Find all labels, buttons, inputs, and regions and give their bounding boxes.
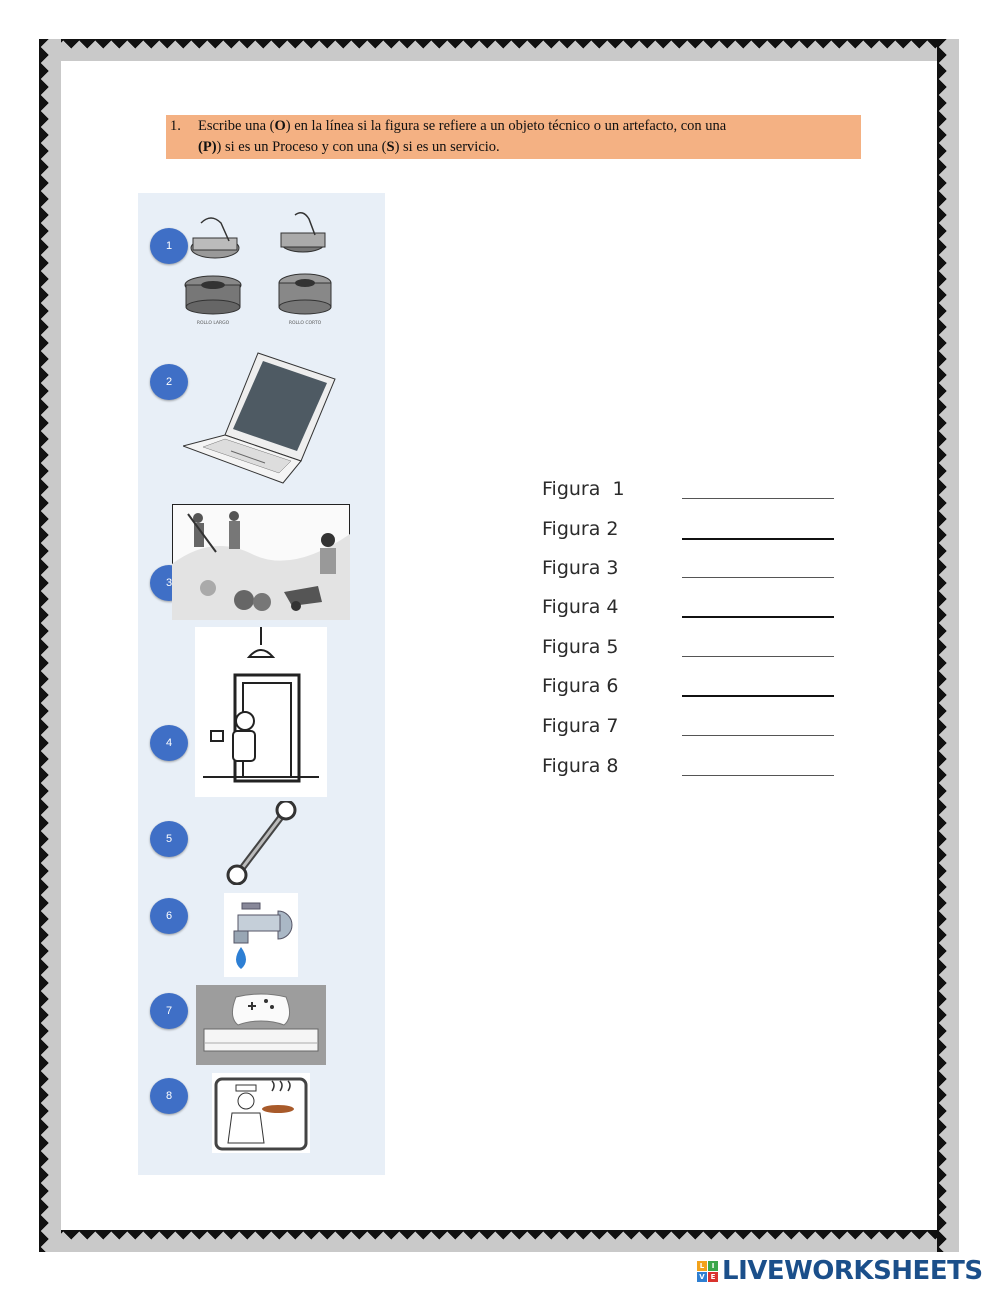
border-top xyxy=(39,39,959,61)
answer-label-8: Figura 8 xyxy=(542,755,619,777)
farmers-gardening-icon xyxy=(172,504,350,620)
instruction-letter-o: O xyxy=(274,118,286,134)
pottery-caption-left: ROLLO LARGO xyxy=(196,321,230,326)
answer-line-7[interactable] xyxy=(682,735,834,736)
instruction-letter-s: S xyxy=(386,139,395,155)
figure-badge-4: 4 xyxy=(150,725,188,761)
figure-badge-6: 6 xyxy=(150,898,188,934)
logo-text: LIVEWORKSHEETS xyxy=(722,1256,983,1286)
figure-badge-3: 3 xyxy=(150,565,188,601)
answer-line-6[interactable] xyxy=(682,695,834,697)
figure-badge-5: 5 xyxy=(150,821,188,857)
answer-row-2 xyxy=(542,518,842,548)
wrench-icon xyxy=(224,801,300,885)
answer-line-3[interactable] xyxy=(682,577,834,578)
instruction-line-2: (P)) si es un Proceso y con una (S) si es un servicio. xyxy=(198,139,500,155)
baker-oven-icon xyxy=(212,1073,310,1153)
figure-badge-7: 7 xyxy=(150,993,188,1029)
answer-line-2[interactable] xyxy=(682,538,834,540)
answer-line-8[interactable] xyxy=(682,775,834,776)
answer-row-8 xyxy=(542,755,842,785)
logo-letter: V xyxy=(697,1272,707,1282)
logo-mark-icon xyxy=(697,1261,718,1282)
liveworksheets-logo[interactable] xyxy=(697,1257,983,1285)
logo-letter: E xyxy=(708,1272,718,1282)
pottery-caption-right: ROLLO CORTO xyxy=(288,321,322,326)
answer-line-4[interactable] xyxy=(682,616,834,618)
laptop-icon xyxy=(183,351,338,486)
instruction-text: ) en la línea si la figura se refiere a un objeto técnico o un artefacto, con una xyxy=(285,118,727,134)
answer-row-6 xyxy=(542,675,842,705)
pottery-coiling-icon xyxy=(183,203,343,328)
answer-label-2: Figura 2 xyxy=(542,518,619,540)
instruction-line-1 xyxy=(198,116,855,137)
answer-label-6: Figura 6 xyxy=(542,675,619,697)
border-right xyxy=(937,39,959,1252)
game-console-icon xyxy=(196,985,326,1065)
answer-label-1: Figura 1 xyxy=(542,478,625,500)
instruction-number: 1. xyxy=(170,118,181,134)
logo-letter: L xyxy=(697,1261,707,1271)
answer-label-7: Figura 7 xyxy=(542,715,619,737)
border-bottom xyxy=(39,1230,959,1252)
figures-panel xyxy=(138,193,385,1175)
answer-row-7 xyxy=(542,715,842,745)
answer-row-5 xyxy=(542,636,842,666)
instruction-text: ) si es un servicio. xyxy=(394,139,500,155)
figure-badge-1: 1 xyxy=(150,228,188,264)
answer-row-4 xyxy=(542,596,842,626)
instruction-text: ) si es un Proceso y con una ( xyxy=(216,139,387,155)
instruction-text: Escribe una ( xyxy=(198,118,275,134)
answer-row-1 xyxy=(542,478,842,508)
answer-line-1[interactable] xyxy=(682,498,834,499)
figure-badge-8: 8 xyxy=(150,1078,188,1114)
figure-badge-2: 2 xyxy=(150,364,188,400)
answer-row-3 xyxy=(542,557,842,587)
logo-letter: I xyxy=(708,1261,718,1271)
instruction-letter-p: P xyxy=(202,139,212,155)
door-light-switch-icon xyxy=(195,627,327,797)
water-faucet-icon xyxy=(224,893,298,977)
answer-label-5: Figura 5 xyxy=(542,636,619,658)
answer-line-5[interactable] xyxy=(682,656,834,657)
answer-label-3: Figura 3 xyxy=(542,557,619,579)
instruction-text: ( xyxy=(198,139,203,155)
border-left xyxy=(39,39,61,1252)
instruction-box xyxy=(166,115,861,159)
answer-label-4: Figura 4 xyxy=(542,596,619,618)
